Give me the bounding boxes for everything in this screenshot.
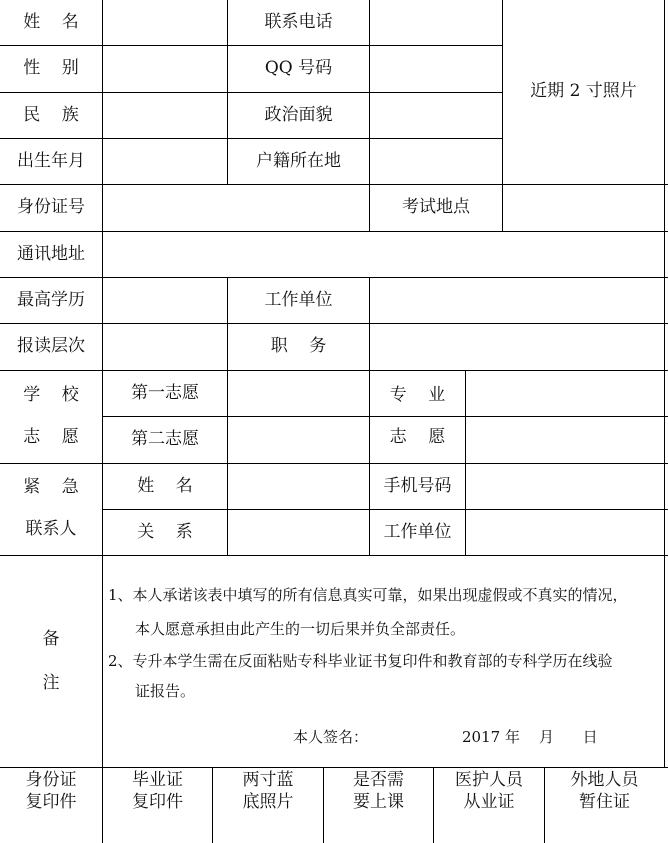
signature-date: 2017 年 月 日 xyxy=(462,728,598,746)
exam-site-label: 考试地点 xyxy=(402,197,470,218)
ethnicity-field[interactable] xyxy=(103,93,227,138)
checklist-item xyxy=(545,768,664,814)
checklist-item xyxy=(103,768,212,814)
checklist-item xyxy=(324,768,433,814)
political-status-field[interactable] xyxy=(370,93,502,138)
phone-label: 联系电话 xyxy=(264,11,333,32)
major-second-field[interactable] xyxy=(466,417,664,463)
checklist-item-line1: 身份证 xyxy=(25,770,77,790)
household-label: 户籍所在地 xyxy=(256,150,341,171)
signature-label: 本人签名： xyxy=(293,728,369,746)
remarks-label-2: 注 xyxy=(42,673,60,694)
birth-date-label: 出生年月 xyxy=(17,150,85,171)
checklist-item-line1: 医护人员 xyxy=(455,770,523,790)
remarks-label-1: 备 xyxy=(42,629,60,650)
gender-field[interactable] xyxy=(103,46,227,92)
ethnicity-label: 民 族 xyxy=(23,104,79,125)
second-choice-field[interactable] xyxy=(228,417,369,463)
photo-placeholder[interactable]: 近期 2 寸照片 xyxy=(530,81,637,102)
study-level-label: 报读层次 xyxy=(17,336,85,357)
employer-label: 工作单位 xyxy=(264,289,333,310)
checklist-item-line1: 毕业证 xyxy=(132,770,183,790)
note-2-line-1: 2、专升本学生需在反面粘贴专科毕业证书复印件和教育部的专科学历在线验 xyxy=(108,652,613,670)
ec-name-field[interactable] xyxy=(228,464,369,509)
ec-mobile-field[interactable] xyxy=(466,464,664,509)
emergency-label-1: 紧 急 xyxy=(23,477,79,498)
id-number-label: 身份证号 xyxy=(17,197,85,218)
school-pref-label-2: 志 愿 xyxy=(23,427,79,448)
major-pref-label-1: 专 业 xyxy=(389,385,446,406)
signature-field[interactable] xyxy=(375,722,455,746)
qq-label: QQ 号码 xyxy=(264,58,333,79)
checklist-item-line1: 两寸蓝 xyxy=(242,770,294,790)
checklist-item-line2: 复印件 xyxy=(132,792,183,812)
note-1-line-1: 1、本人承诺该表中填写的所有信息真实可靠，如果出现虚假或不真实的情况， xyxy=(108,586,628,604)
note-2-line-2: 证报告。 xyxy=(135,682,196,700)
major-pref-label-2: 志 愿 xyxy=(389,427,446,448)
ec-employer-label: 工作单位 xyxy=(383,521,452,542)
school-pref-label-1: 学 校 xyxy=(23,385,79,406)
position-field[interactable] xyxy=(370,324,664,370)
checklist-item xyxy=(213,768,323,814)
first-choice-label: 第一志愿 xyxy=(131,382,199,403)
ec-mobile-label: 手机号码 xyxy=(383,475,452,496)
position-label: 职 务 xyxy=(270,336,327,357)
checklist-item-line1: 是否需 xyxy=(353,770,404,790)
checklist-item xyxy=(0,768,102,814)
ec-employer-field[interactable] xyxy=(466,510,664,555)
id-number-field[interactable] xyxy=(103,185,369,231)
address-field[interactable] xyxy=(103,232,664,277)
phone-field[interactable] xyxy=(370,0,502,45)
note-1-line-2: 本人愿意承担由此产生的一切后果并负全部责任。 xyxy=(135,620,466,638)
employer-field[interactable] xyxy=(370,278,664,323)
checklist-item-line2: 要上课 xyxy=(353,792,404,812)
second-choice-label: 第二志愿 xyxy=(131,429,199,450)
name-field[interactable] xyxy=(103,0,227,45)
checklist-item-line2: 从业证 xyxy=(463,792,515,812)
rule xyxy=(664,0,665,767)
study-level-field[interactable] xyxy=(103,324,227,370)
address-label: 通讯地址 xyxy=(17,243,85,264)
gender-label: 性 别 xyxy=(23,58,79,79)
checklist-item-line1: 外地人员 xyxy=(570,770,639,790)
checklist-item-line2: 暂住证 xyxy=(579,792,630,812)
qq-field[interactable] xyxy=(370,46,502,92)
rule xyxy=(0,555,668,556)
birth-date-field[interactable] xyxy=(103,139,227,184)
ec-relation-label: 关 系 xyxy=(137,521,193,542)
checklist-item xyxy=(434,768,544,814)
ec-name-label: 姓 名 xyxy=(137,475,193,496)
political-status-label: 政治面貌 xyxy=(264,104,333,125)
education-field[interactable] xyxy=(103,278,227,323)
checklist-item-line2: 底照片 xyxy=(242,792,294,812)
ec-relation-field[interactable] xyxy=(228,510,369,555)
name-label: 姓 名 xyxy=(23,11,79,32)
first-choice-field[interactable] xyxy=(228,371,369,416)
emergency-label-2: 联系人 xyxy=(25,519,77,540)
major-first-field[interactable] xyxy=(466,371,664,416)
household-field[interactable] xyxy=(370,139,502,184)
checklist-item-line2: 复印件 xyxy=(25,792,77,812)
exam-site-field[interactable] xyxy=(503,185,664,231)
education-label: 最高学历 xyxy=(17,289,85,310)
